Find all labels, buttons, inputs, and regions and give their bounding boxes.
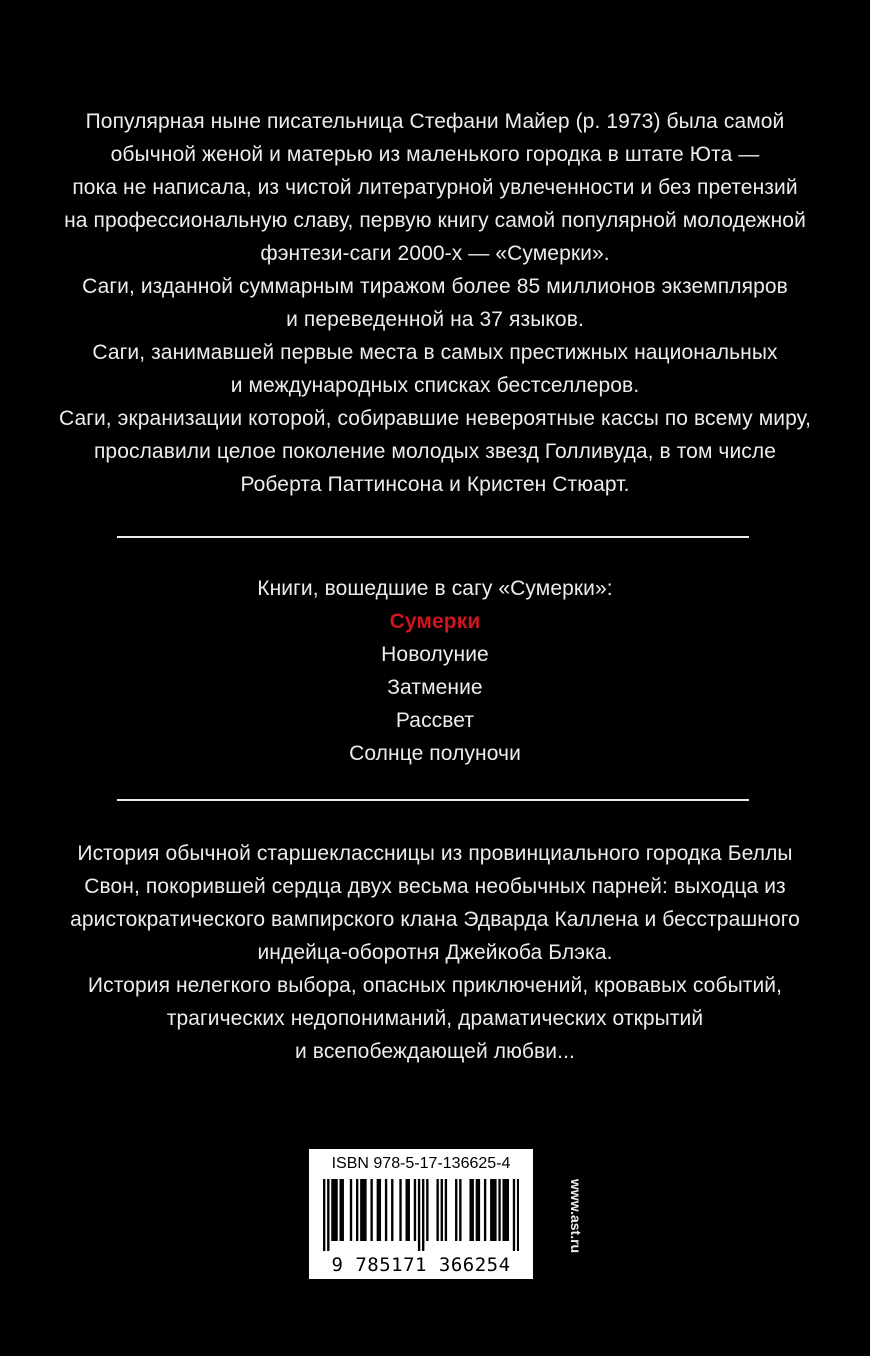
barcode-bar [441,1179,443,1241]
barcode-bar [513,1179,515,1251]
barcode-bar [498,1179,500,1241]
book-title: Новолуние [381,643,489,666]
barcode-bar [505,1179,507,1241]
story-line: трагических недопониманий, драматических открытий [166,1007,704,1030]
barcode-digits: 9 785171 366254 [331,1254,511,1276]
barcode-image [323,1179,519,1251]
barcode-bar [408,1179,410,1241]
barcode-bar [414,1179,416,1241]
barcode-bar [323,1179,325,1251]
isbn-label: ISBN 978-5-17-136625-4 [331,1155,511,1172]
barcode-bar [469,1179,471,1241]
story-line: аристократического вампирского клана Эдварда Каллена и бесстрашного [70,908,800,931]
book-title: Солнце полуночи [349,742,521,765]
book-title: Рассвет [395,709,475,732]
intro-line: пока не написала, из чистой литературной увлеченности и без претензий [72,176,798,199]
intro-line: и международных списках бестселлеров. [230,374,640,397]
book-list-heading: Книги, вошедшие в сагу «Сумерки»: [257,577,613,600]
barcode-bar [350,1179,352,1241]
barcode-bar [399,1179,401,1241]
barcode-bar [370,1179,372,1241]
barcode-bar [406,1179,408,1241]
barcode-bar [502,1179,504,1241]
barcode-bar [426,1179,428,1241]
barcode-bar [335,1179,337,1241]
barcode-bar [507,1179,509,1241]
isbn-barcode-box [309,1149,533,1279]
intro-line: Саги, изданной суммарным тиражом более 85 миллионов экземпляров [82,275,788,298]
story-line: индейца-оборотня Джейкоба Блэка. [257,941,613,964]
barcode-bar [418,1179,420,1251]
story-line: История обычной старшеклассницы из провинциального городка Беллы [77,842,793,865]
barcode-bar [331,1179,333,1241]
barcode-bar [385,1179,387,1241]
intro-line: на профессиональную славу, первую книгу самой популярной молодежной [64,209,806,232]
publisher-website: www.ast.ru [568,1178,584,1254]
intro-line: прославили целое поколение молодых звезд Голливуда, в том числе [93,440,777,463]
barcode-bar [356,1179,358,1241]
barcode-bar [459,1179,461,1241]
story-line: Свон, покорившей сердца двух весьма необычных парней: выходца из [84,875,786,898]
barcode-bar [455,1179,457,1241]
barcode-bar [422,1179,424,1251]
barcode-bar [342,1179,344,1241]
barcode-bar [364,1179,366,1241]
barcode-bar [517,1179,519,1251]
intro-line: Роберта Паттинсона и Кристен Стюарт. [240,473,630,496]
barcode-bar [492,1179,494,1241]
intro-line: и переведенной на 37 языков. [286,308,584,331]
barcode-bar [484,1179,486,1241]
intro-line: фэнтези-саги 2000-х — «Сумерки». [260,242,610,265]
story-line: История нелегкого выбора, опасных приключений, кровавых событий, [87,974,783,997]
story-paragraph [40,837,830,1068]
barcode-bar [362,1179,364,1241]
barcode-bar [490,1179,492,1241]
barcode-bar [333,1179,335,1241]
intro-line: Популярная ныне писательница Стефани Майер (р. 1973) была самой [85,110,785,133]
intro-line: Саги, экранизации которой, собиравшие невероятные кассы по всему миру, [58,407,812,430]
barcode-bar [436,1179,438,1241]
book-title: Затмение [387,676,483,699]
story-line: и всепобеждающей любви... [295,1040,575,1063]
barcode-bar [379,1179,381,1241]
intro-line: обычной женой и матерью из маленького городка в штате Юта — [110,143,760,166]
barcode-bar [360,1179,362,1241]
barcode-bar [445,1179,447,1241]
divider [117,799,749,801]
barcode-bar [494,1179,496,1241]
barcode-bar [340,1179,342,1241]
barcode-bar [476,1179,478,1241]
barcode-bar [478,1179,480,1241]
barcode-bar [377,1179,379,1241]
intro-paragraph [40,105,830,501]
book-list [40,572,830,770]
intro-line: Саги, занимавшей первые места в самых престижных национальных [92,341,778,364]
divider [117,536,749,538]
barcode-bar [472,1179,474,1241]
barcode-bar [391,1179,393,1241]
barcode-bar [327,1179,329,1251]
book-title-current: Сумерки [389,610,481,633]
